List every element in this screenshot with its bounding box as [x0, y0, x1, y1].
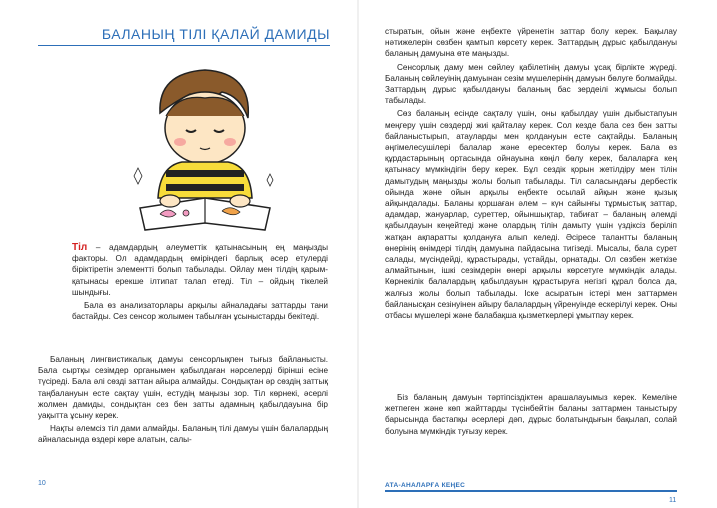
right-page	[359, 0, 717, 508]
intro-paragraph: – адамдардың әлеуметтік қатынасының ең маңызды факторы. Ол адамдардың өміріндегі барлық әсер етулерді біріктіретін элементті болып табылады. Ойлау мен тілдің қарым-қатынасы ерекше ілтипат талап етеді. Тіл – ойдың тікелей шындығы.	[72, 243, 328, 297]
body-text	[38, 354, 328, 448]
body-paragraph: Баланың лингвистикалық дамуы сенсорлықпен тығыз байланысты. Бала сыртқы сезімдер органымен қабылдаған нәрселерді бірінші есіне түсіреді. Бала әлі сөзді заттан айыра алмайды. Сондықтан әр сөздің заттық таңбалануын есте сақтау үшін, естудің маңызы зор. Тіл көрнекі, әсерлі жолмен дамиды, сондықтан сез бен затты адамның қабылдауына бір уақытта ұсыну керек.	[38, 355, 328, 421]
intro-paragraph-2: Бала өз анализаторлары арқылы айналадағы заттарды тани бастайды. Сез сенсор жолымен табылған ұсыныстарды бекітеді.	[72, 301, 328, 322]
closing-block	[385, 392, 677, 439]
footer-label: АТА-АНАЛАРҒА КЕҢЕС	[385, 482, 466, 489]
body-paragraph: Сенсорлық даму мен сөйлеу қабілетінің дамуы ұсақ бірлікте жүреді. Баланың сөйлеуінің дамуынан сезім мүшелерінің дамуын бөлуге болмайды. Заттардың дұрыс қабылдануы баланың бас зердеілі жұмысы болып табылады.	[385, 62, 677, 106]
page-number: 11	[669, 497, 677, 504]
page-title: БАЛАНЫҢ ТІЛІ ҚАЛАЙ ДАМИДЫ	[38, 26, 330, 46]
page-number: 10	[38, 480, 46, 487]
left-page	[0, 0, 358, 508]
footer-rule	[385, 490, 677, 492]
highlight-word: Тіл	[72, 242, 88, 253]
body-paragraph: стыратын, ойын және еңбекте үйренетін заттар болу керек. Бақылау нәтижелерін сөзбен қамтып көрсету керек. Заттардың дұрыс қабылдануы баланың дамуына өте маңызды.	[385, 27, 677, 59]
closing-paragraph: Біз баланың дамуын тәртіпсіздіктен арашалауымыз керек. Кемеліне жетпеген және көп жайттарды түсінбейтін баланы заттармен таныстыру барысында бастапқы әсерлері дәп, дұрыс болатындығын бақылап, солай болуына мүмкіндік туғызу керек.	[385, 393, 677, 436]
intro-block	[72, 242, 328, 324]
body-paragraph: Нақты әлемсіз тіл дами алмайды. Баланың тілі дамуы үшін балалардың айналасында өздері көре алатын, салы-	[38, 424, 328, 445]
right-column	[385, 26, 677, 323]
child-reading-illustration	[130, 58, 280, 236]
body-paragraph: Сөз баланың есінде сақталу үшін, оны қабылдау үшін дыбыстапуын меңгеру үшін сөздерді жиі қайталау керек. Сол кезде бала сез бен затты байланыстырып, атауларды мен қолдануын есте сақтайды. Баланың әңгімелесушілері балалар және ересектер болуы керек. Бала өз құрдастарының ортасында ойнауына көңіл бөлу керек, балаларға кең қатынасу мүмкіндігін беру керек. Бұл сездік қорын жетілдіру мен тілін дамытудың маңызды жолы болып табылады. Тіл саласындағы дербестік ойында және ойын арқылы еңбекте осылай айқын және қызық айқындалады. Баланы қоршаған әлем – күн сайынғы тұрмыстық заттар, адамдар, жануарлар, суреттер, ойыншықтар, табиғат – баланың әлемді қабылдауын кеңейтеді және олардың тілін дамыту үшін үздіксіз беріліп жатқан ақпаратты қолдануға алып келеді. Әсіресе талантты баланың өнерінің өнімдері тілдің дамуына пайдасына тигізеді. Мысалы, бала сурет салады, мүсіндейді, құрастырады, үстайды, орнатады. Ол сөзбен жеткізе алмайтынын, ішкі сезімдерін өнері арқылы көрсетуге мүмкіндік алады. Көрнекілік балалардың қабылдауын құрастыруға негізгі құрал болса да, жалғыз жолы болып табылады. Іске асыратын істері мен заттармен байланысқан сезінуінен айыру балалардың үйренуінде ескерілуі керек. Оны отбасы мүшелері және балабақша қызметкерлері ұмытпау керек.	[385, 109, 677, 321]
